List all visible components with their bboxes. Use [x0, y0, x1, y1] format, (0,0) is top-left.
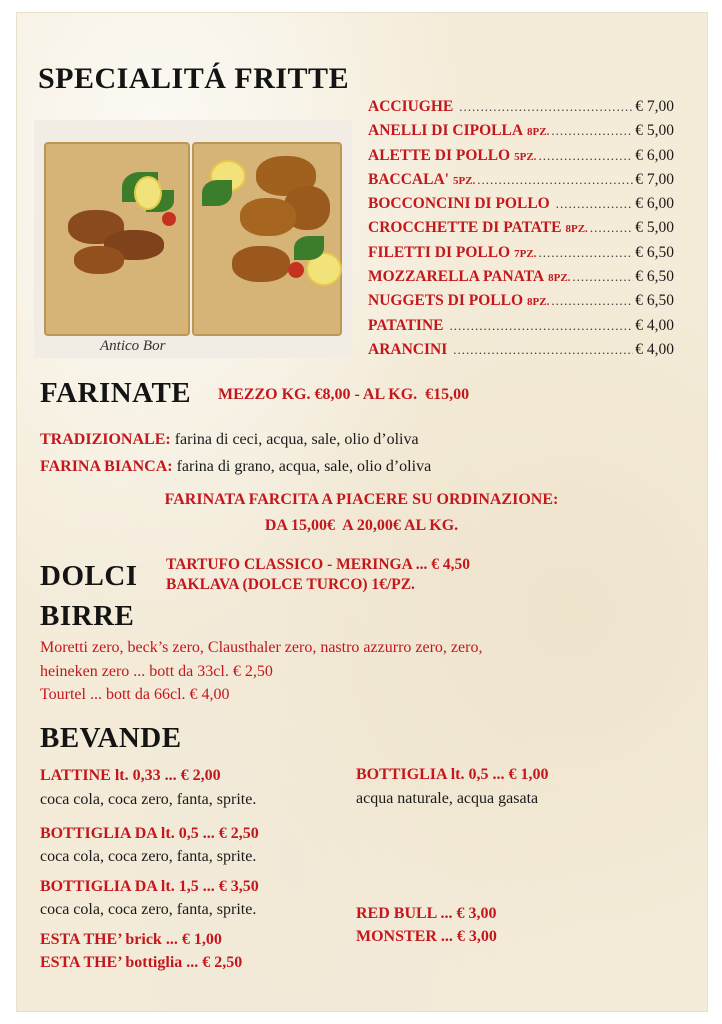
item-qty: 5PZ. [452, 174, 476, 187]
fried-section-title: SPECIALITÁ FRITTE [38, 62, 350, 95]
bottiglia-05-desc: coca cola, coca zero, fanta, sprite. [40, 848, 257, 865]
item-price: € 7,00 [635, 98, 674, 115]
dot-leader [590, 220, 633, 236]
item-price: € 6,50 [635, 292, 674, 310]
bottiglia-15-title: BOTTIGLIA DA lt. 1,5 ... € 3,50 [40, 878, 259, 895]
item-qty: 8PZ. [548, 272, 571, 285]
esta-bottiglia: ESTA THE’ bottiglia ... € 2,50 [40, 954, 243, 971]
lattine-title: LATTINE lt. 0,33 ... € 2,00 [40, 767, 221, 784]
list-item [368, 171, 674, 195]
dot-leader [477, 172, 633, 188]
item-qty: 8PZ. [527, 126, 550, 139]
dot-leader [551, 293, 633, 309]
list-item [368, 292, 674, 316]
list-item [368, 219, 674, 243]
lemon-slice [134, 176, 162, 210]
dolci-section-title: DOLCI [40, 560, 138, 592]
farinata-bianca [40, 458, 431, 476]
dot-leader [572, 269, 633, 285]
farinate-section-title: FARINATE [40, 377, 192, 409]
cherry-tomato [288, 262, 304, 278]
list-item [368, 195, 674, 219]
farinata-bianca-label: FARINA BIANCA: [40, 458, 173, 475]
item-name: PATATINE [368, 316, 444, 334]
dolci-line2: BAKLAVA (DOLCE TURCO) 1€/PZ. [166, 576, 415, 593]
farinata-farcita-line2: DA 15,00€ A 20,00€ AL KG. [264, 517, 459, 534]
salad-leaf [294, 236, 324, 260]
birre-line2: heineken zero ... bott da 33cl. € 2,50 [40, 663, 273, 680]
birre-section-title: BIRRE [40, 600, 135, 632]
farinata-tradizionale-label: TRADIZIONALE: [40, 431, 171, 448]
item-price: € 5,00 [635, 122, 674, 140]
lattine-desc: coca cola, coca zero, fanta, sprite. [40, 791, 257, 808]
esta-brick: ESTA THE’ brick ... € 1,00 [40, 931, 222, 948]
item-price: € 7,00 [635, 170, 674, 188]
item-name: ANELLI DI CIPOLLA [368, 122, 524, 140]
item-name: ARANCINI [368, 340, 448, 358]
farinata-bianca-desc: farina di grano, acqua, sale, olio d’oliva [172, 458, 432, 475]
item-name: MOZZARELLA PANATA [368, 268, 545, 286]
dot-leader [459, 99, 633, 115]
item-price: € 4,00 [635, 340, 674, 358]
bottiglia-15-desc: coca cola, coca zero, fanta, sprite. [40, 901, 257, 918]
dolci-line1: TARTUFO CLASSICO - MERINGA ... € 4,50 [166, 556, 471, 573]
item-qty: 7PZ. [514, 247, 537, 260]
dot-leader [450, 318, 634, 334]
birre-line3: Tourtel ... bott da 66cl. € 4,00 [40, 686, 230, 703]
item-price: € 5,00 [635, 219, 674, 237]
farinata-tradizionale-desc: farina di ceci, acqua, sale, olio d’oliva [170, 431, 419, 448]
list-item [368, 268, 674, 292]
bevande-section-title: BEVANDE [40, 722, 182, 754]
item-name: NUGGETS DI POLLO [368, 292, 524, 310]
item-price: € 6,00 [635, 146, 674, 164]
item-qty: 8PZ. [565, 223, 588, 236]
dot-leader [453, 342, 633, 358]
item-name: CROCCHETTE DI PATATE [368, 219, 562, 237]
cherry-tomato [162, 212, 176, 226]
fried-items-list [368, 98, 674, 365]
dot-leader [538, 245, 633, 261]
dot-leader [551, 123, 633, 139]
farinata-tradizionale [40, 431, 419, 449]
red-bull: RED BULL ... € 3,00 [356, 905, 497, 922]
list-item [368, 98, 674, 122]
list-item [368, 147, 674, 171]
item-price: € 6,50 [635, 268, 674, 286]
item-price: € 4,00 [635, 316, 674, 334]
item-name: FILETTI DI POLLO [368, 243, 511, 261]
fried-croquette [240, 198, 296, 236]
item-price: € 6,50 [635, 243, 674, 261]
item-name: BOCCONCINI DI POLLO [368, 195, 550, 213]
item-qty: 5PZ. [514, 150, 537, 163]
acqua-desc: acqua naturale, acqua gasata [356, 790, 539, 807]
monster: MONSTER ... € 3,00 [356, 928, 497, 945]
list-item [368, 122, 674, 146]
list-item [368, 244, 674, 268]
fried-anchovies [74, 246, 124, 274]
dot-leader [538, 148, 633, 164]
salad-leaf [202, 180, 232, 206]
fried-croquette [232, 246, 290, 282]
bottiglia-05-title: BOTTIGLIA DA lt. 0,5 ... € 2,50 [40, 825, 259, 842]
birre-line1: Moretti zero, beck’s zero, Clausthaler zero, nastro azzurro zero, zero, [40, 639, 483, 656]
item-price: € 6,00 [635, 195, 674, 213]
fried-food-photo [34, 120, 352, 358]
list-item [368, 317, 674, 341]
item-name: BACCALA' [368, 170, 449, 188]
farinata-farcita-line1: FARINATA FARCITA A PIACERE SU ORDINAZIONE: [164, 491, 559, 508]
dot-leader [556, 196, 634, 212]
item-qty: 8PZ. [527, 296, 550, 309]
photo-caption: Antico Bor [100, 338, 166, 354]
list-item [368, 341, 674, 365]
item-name: ACCIUGHE [368, 98, 454, 115]
farinate-price-line: MEZZO KG. €8,00 - AL KG. €15,00 [218, 386, 470, 403]
item-name: ALETTE DI POLLO [368, 146, 511, 164]
acqua-title: BOTTIGLIA lt. 0,5 ... € 1,00 [356, 766, 549, 783]
